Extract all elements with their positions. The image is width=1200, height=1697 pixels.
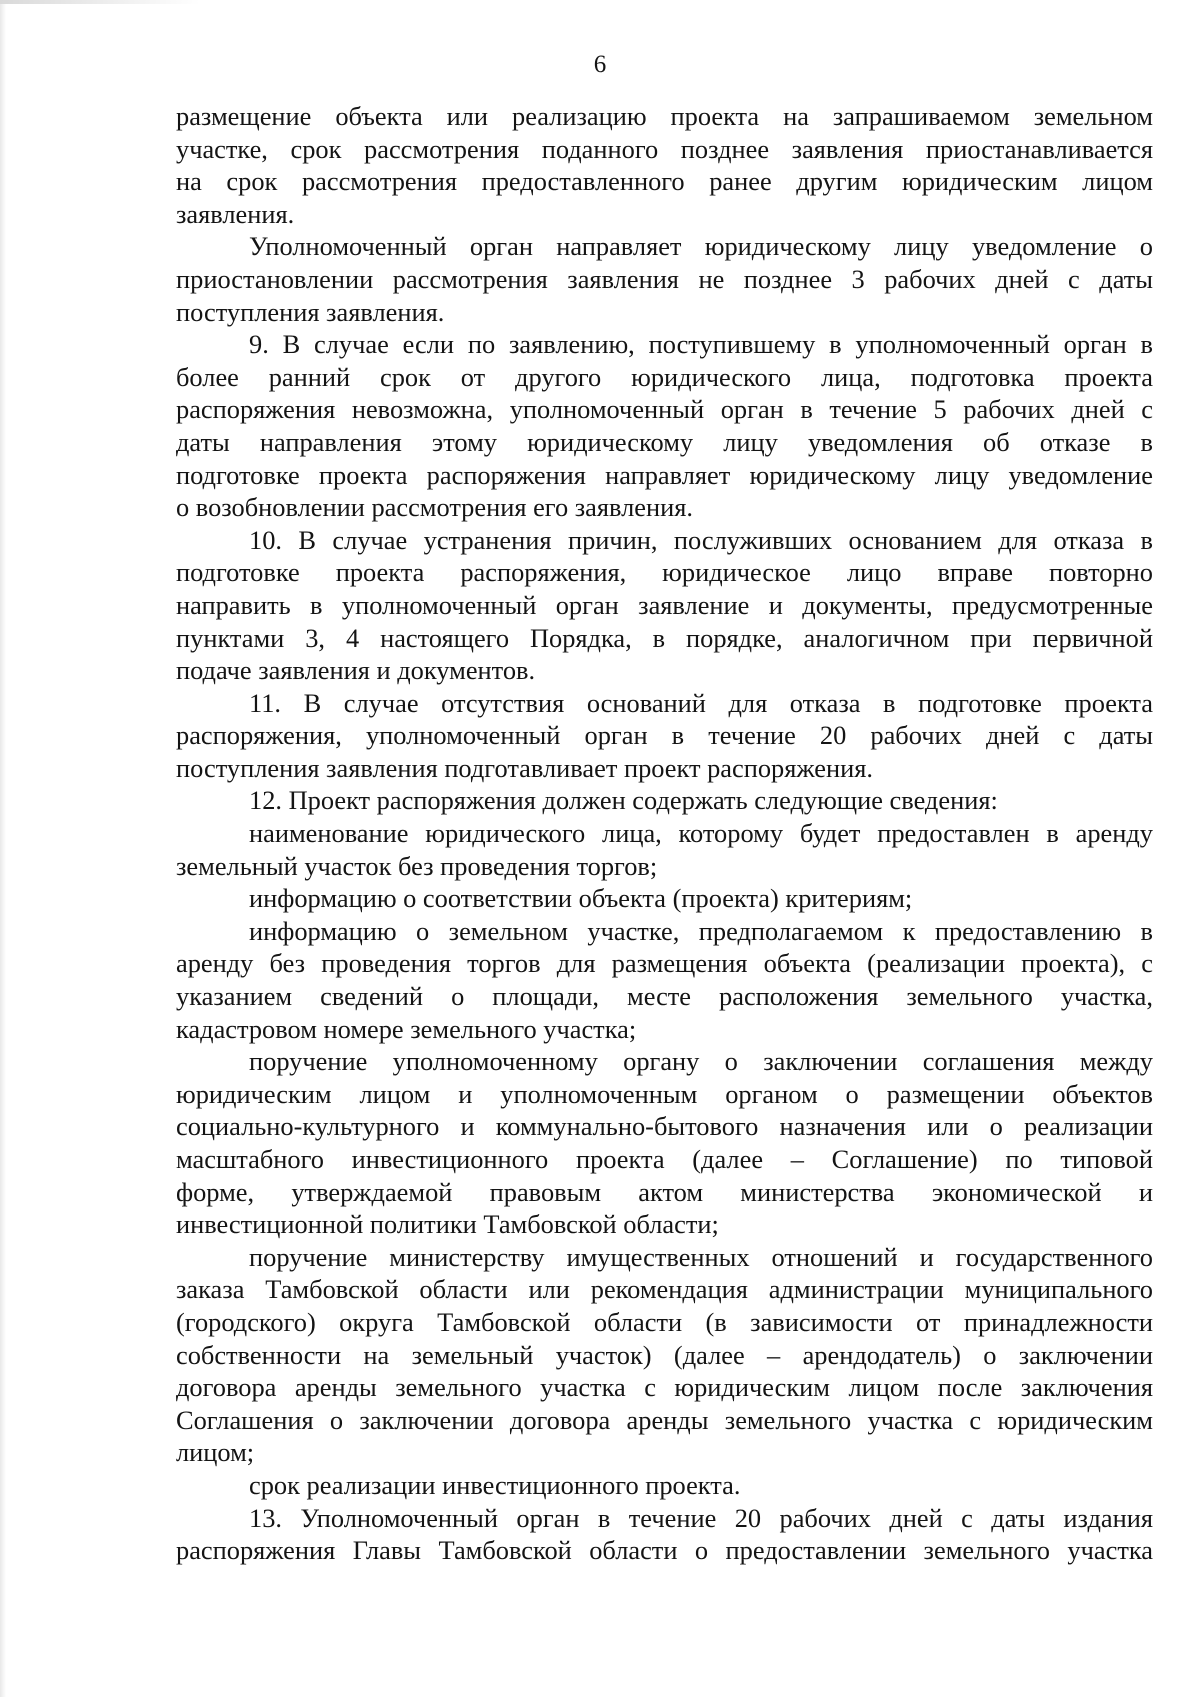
paragraph [176, 687, 1153, 785]
text-line: направить в уполномоченный орган заявление и документы, предусмотренные [176, 589, 1153, 620]
paragraph [176, 328, 1153, 524]
text-line: поступления заявления. [176, 296, 445, 327]
text-line: масштабного инвестиционного проекта (далее – Соглашение) по типовой [176, 1144, 1153, 1174]
paragraph [176, 882, 1153, 915]
text-line: 10. В случае устранения причин, послуживших основанием для отказа в [249, 524, 1153, 555]
text-line: поручение уполномоченному органу о заключении соглашения между [249, 1046, 1153, 1077]
text-line: юридическим лицом и уполномоченным органом о размещении объектов [176, 1078, 1153, 1109]
text-line: (городского) округа Тамбовской области (в зависимости от принадлежности [176, 1306, 1153, 1337]
text-line: размещение объекта или реализацию проекта на запрашиваемом земельном [176, 101, 1153, 131]
text-line: Уполномоченный орган направляет юридическому лицу уведомление о [249, 231, 1153, 262]
paragraph [176, 1469, 1153, 1502]
text-line: 13. Уполномоченный орган в течение 20 рабочих дней с даты издания [249, 1502, 1153, 1533]
paragraph [176, 915, 1153, 1045]
paragraph [176, 817, 1153, 882]
paragraph [176, 230, 1153, 328]
text-line: социально-культурного и коммунально-бытового назначения или о реализации [176, 1111, 1153, 1142]
text-line: информацию о соответствии объекта (проекта) критериям; [249, 883, 913, 914]
paragraph [176, 524, 1153, 687]
text-line: поступления заявления подготавливает проект распоряжения. [176, 752, 873, 783]
text-line: 11. В случае отсутствия оснований для отказа в подготовке проекта [249, 687, 1153, 718]
text-line: собственности на земельный участок) (далее – арендодатель) о заключении [176, 1339, 1153, 1370]
text-line: указанием сведений о площади, месте расположения земельного участка, [176, 981, 1153, 1012]
text-line: заявления. [176, 198, 295, 229]
text-line: инвестиционной политики Тамбовской области; [176, 1209, 719, 1240]
text-line: договора аренды земельного участка с юридическим лицом после заключения [176, 1372, 1153, 1403]
text-line: Соглашения о заключении договора аренды земельного участка с юридическим [176, 1404, 1153, 1435]
text-line: срок реализации инвестиционного проекта. [249, 1469, 741, 1500]
text-line: распоряжения, уполномоченный орган в течение 20 рабочих дней с даты [176, 720, 1153, 751]
text-line: даты направления этому юридическому лицу уведомления об отказе в [176, 426, 1153, 457]
text-line: подаче заявления и документов. [176, 655, 536, 686]
text-line: подготовке проекта распоряжения, юридическое лицо вправе повторно [176, 557, 1153, 588]
scan-top-shadow [0, 0, 200, 4]
text-line: подготовке проекта распоряжения направляет юридическому лицу уведомление [176, 459, 1153, 490]
text-line: наименование юридического лица, которому будет предоставлен в аренду [249, 818, 1153, 849]
document-body [176, 100, 1153, 1567]
text-line: поручение министерству имущественных отношений и государственного [249, 1241, 1153, 1272]
text-line: земельный участок без проведения торгов; [176, 850, 658, 881]
text-line: распоряжения Главы Тамбовской области о предоставлении земельного участка [176, 1535, 1153, 1566]
text-line: распоряжения невозможна, уполномоченный орган в течение 5 рабочих дней с [176, 394, 1153, 425]
page-number: 6 [593, 51, 607, 78]
text-line: аренду без проведения торгов для размещения объекта (реализации проекта), с [176, 948, 1153, 979]
text-line: о возобновлении рассмотрения его заявления. [176, 492, 694, 523]
text-line: более ранний срок от другого юридического лица, подготовка проекта [176, 361, 1153, 392]
scan-edge-shadow [0, 0, 6, 1697]
text-line: форме, утверждаемой правовым актом министерства экономической и [176, 1176, 1153, 1207]
paragraph [176, 1045, 1153, 1241]
paragraph [176, 100, 1153, 230]
text-line: кадастровом номере земельного участка; [176, 1013, 637, 1044]
text-line: 12. Проект распоряжения должен содержать следующие сведения: [249, 785, 998, 816]
text-line: заказа Тамбовской области или рекомендация администрации муниципального [176, 1274, 1153, 1305]
paragraph [176, 1502, 1153, 1567]
text-line: 9. В случае если по заявлению, поступившему в уполномоченный орган в [249, 329, 1153, 360]
text-line: на срок рассмотрения предоставленного ранее другим юридическим лицом [176, 166, 1153, 197]
paragraph [176, 1241, 1153, 1469]
text-line: приостановлении рассмотрения заявления не позднее 3 рабочих дней с даты [176, 263, 1153, 294]
paragraph [176, 784, 1153, 817]
text-line: пунктами 3, 4 настоящего Порядка, в порядке, аналогичном при первичной [176, 622, 1153, 653]
text-line: информацию о земельном участке, предполагаемом к предоставлению в [249, 915, 1153, 946]
text-line: участке, срок рассмотрения поданного позднее заявления приостанавливается [176, 133, 1153, 164]
text-line: лицом; [176, 1437, 255, 1468]
